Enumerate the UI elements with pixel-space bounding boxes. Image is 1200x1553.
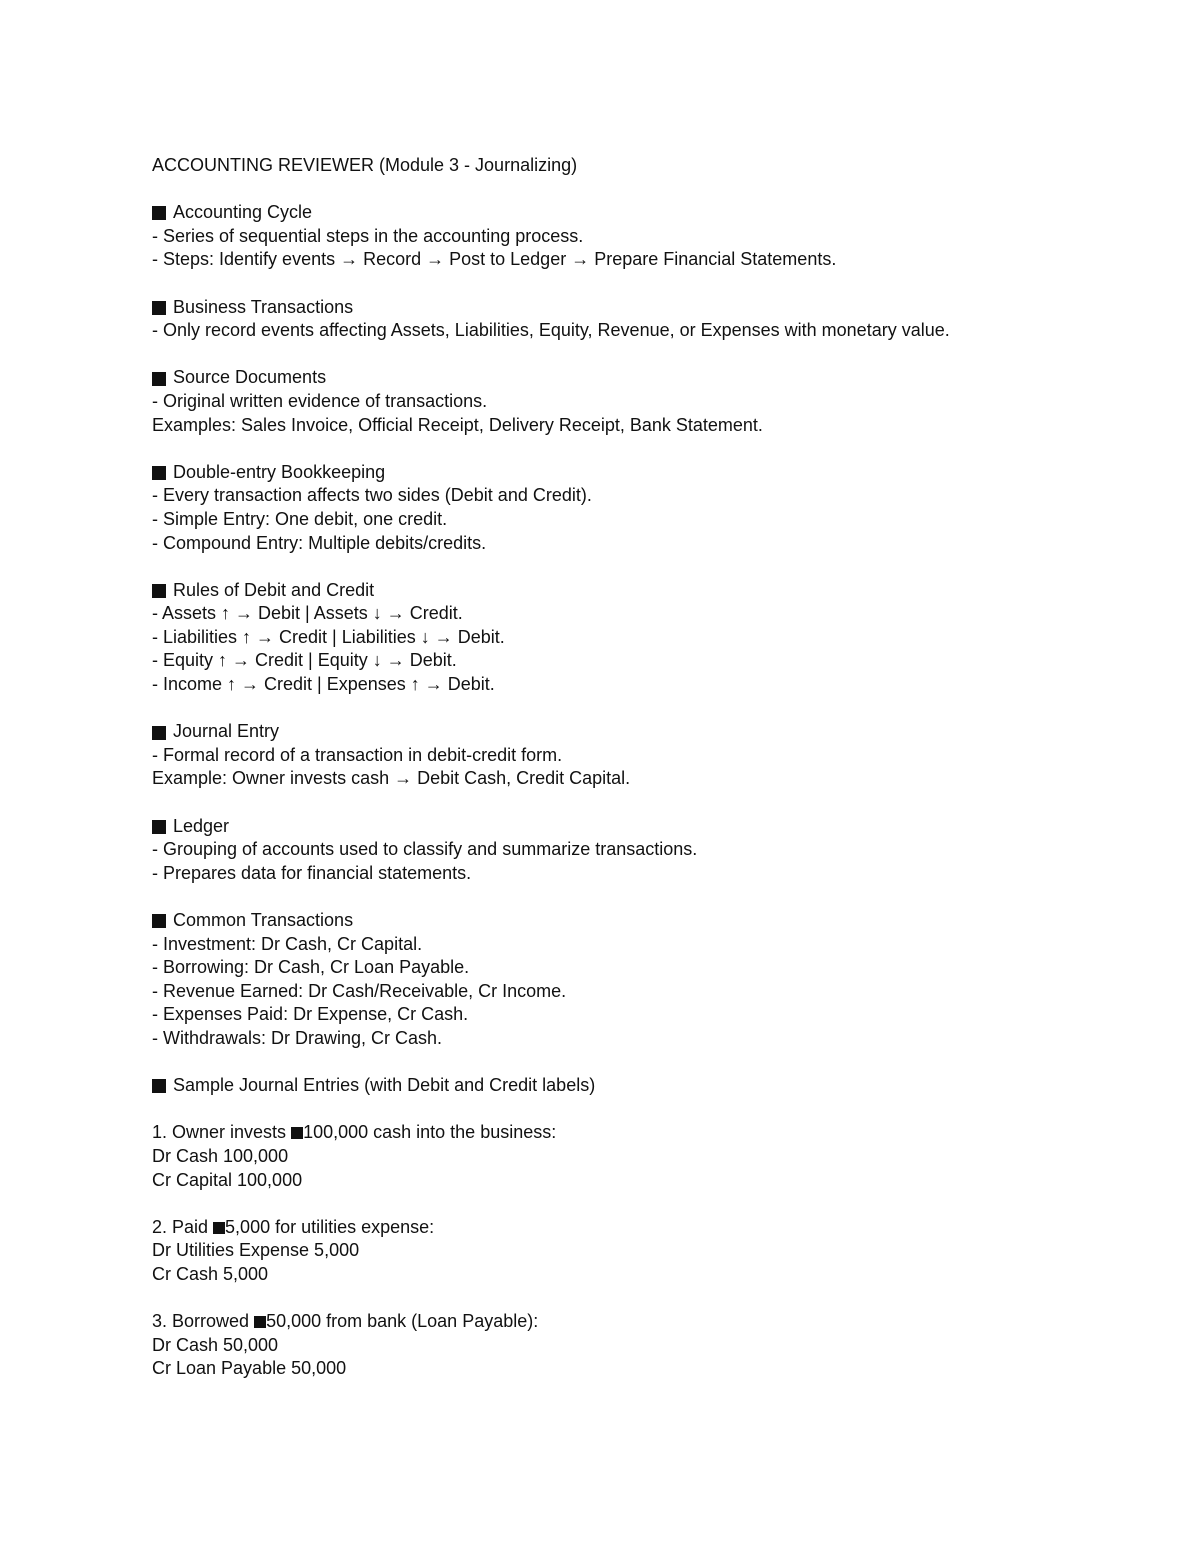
section-heading: Journal Entry [152, 720, 1132, 744]
section-heading: Ledger [152, 815, 1132, 839]
document-title: ACCOUNTING REVIEWER (Module 3 - Journalizing) [152, 155, 578, 175]
entry-description: 3. Borrowed 50,000 from bank (Loan Payable): [152, 1311, 539, 1332]
section-line: - Simple Entry: One debit, one credit. [152, 508, 448, 529]
section-line: - Expenses Paid: Dr Expense, Cr Cash. [152, 1004, 469, 1025]
section-heading: Accounting Cycle [152, 201, 1132, 225]
section-line: - Every transaction affects two sides (Debit and Credit). [152, 485, 592, 506]
section-heading: Source Documents [152, 366, 1132, 390]
section-heading: Double-entry Bookkeeping [152, 461, 1132, 485]
document-page [152, 154, 1132, 1381]
section-line: - Revenue Earned: Dr Cash/Receivable, Cr Income. [152, 980, 567, 1001]
section-line: - Grouping of accounts used to classify and summarize transactions. [152, 839, 698, 860]
sample-entries-heading: Sample Journal Entries (with Debit and Credit labels) [152, 1074, 1132, 1098]
square-bullet-icon [152, 584, 166, 598]
section-line: - Income ↑ → Credit | Expenses ↑ → Debit. [152, 674, 495, 695]
square-bullet-icon [152, 820, 166, 834]
currency-glyph-icon [254, 1316, 266, 1328]
section-line: - Liabilities ↑ → Credit | Liabilities ↓ → Debit. [152, 626, 505, 647]
section-line: Examples: Sales Invoice, Official Receipt, Delivery Receipt, Bank Statement. [152, 414, 763, 435]
section-line: - Borrowing: Dr Cash, Cr Loan Payable. [152, 957, 470, 978]
square-bullet-icon [152, 726, 166, 740]
square-bullet-icon [152, 372, 166, 386]
section-line: - Original written evidence of transactions. [152, 390, 488, 411]
section-heading: Business Transactions [152, 296, 1132, 320]
section-heading: Rules of Debit and Credit [152, 579, 1132, 603]
entry-credit: Cr Cash 5,000 [152, 1263, 269, 1284]
section-line: - Investment: Dr Cash, Cr Capital. [152, 933, 423, 954]
section-line: - Only record events affecting Assets, Liabilities, Equity, Revenue, or Expenses with monetary value. [152, 320, 950, 341]
entry-description: 1. Owner invests 100,000 cash into the business: [152, 1122, 557, 1143]
section-line: - Compound Entry: Multiple debits/credits. [152, 532, 487, 553]
square-bullet-icon [152, 914, 166, 928]
section-heading: Common Transactions [152, 909, 1132, 933]
section-line: - Prepares data for financial statements. [152, 862, 472, 883]
entry-debit: Dr Cash 100,000 [152, 1145, 289, 1166]
section-line: - Formal record of a transaction in debit-credit form. [152, 744, 563, 765]
entry-credit: Cr Capital 100,000 [152, 1169, 303, 1190]
entry-description: 2. Paid 5,000 for utilities expense: [152, 1216, 435, 1237]
entry-debit: Dr Utilities Expense 5,000 [152, 1240, 360, 1261]
square-bullet-icon [152, 1079, 166, 1093]
section-line: - Series of sequential steps in the accounting process. [152, 225, 584, 246]
section-line: Example: Owner invests cash → Debit Cash, Credit Capital. [152, 768, 631, 789]
section-line: - Assets ↑ → Debit | Assets ↓ → Credit. [152, 603, 463, 624]
square-bullet-icon [152, 301, 166, 315]
section-line: - Equity ↑ → Credit | Equity ↓ → Debit. [152, 650, 457, 671]
section-line: - Steps: Identify events → Record → Post to Ledger → Prepare Financial Statements. [152, 249, 837, 270]
square-bullet-icon [152, 206, 166, 220]
section-line: - Withdrawals: Dr Drawing, Cr Cash. [152, 1027, 443, 1048]
currency-glyph-icon [213, 1222, 225, 1234]
entry-credit: Cr Loan Payable 50,000 [152, 1358, 347, 1379]
entry-debit: Dr Cash 50,000 [152, 1334, 279, 1355]
square-bullet-icon [152, 466, 166, 480]
currency-glyph-icon [291, 1127, 303, 1139]
